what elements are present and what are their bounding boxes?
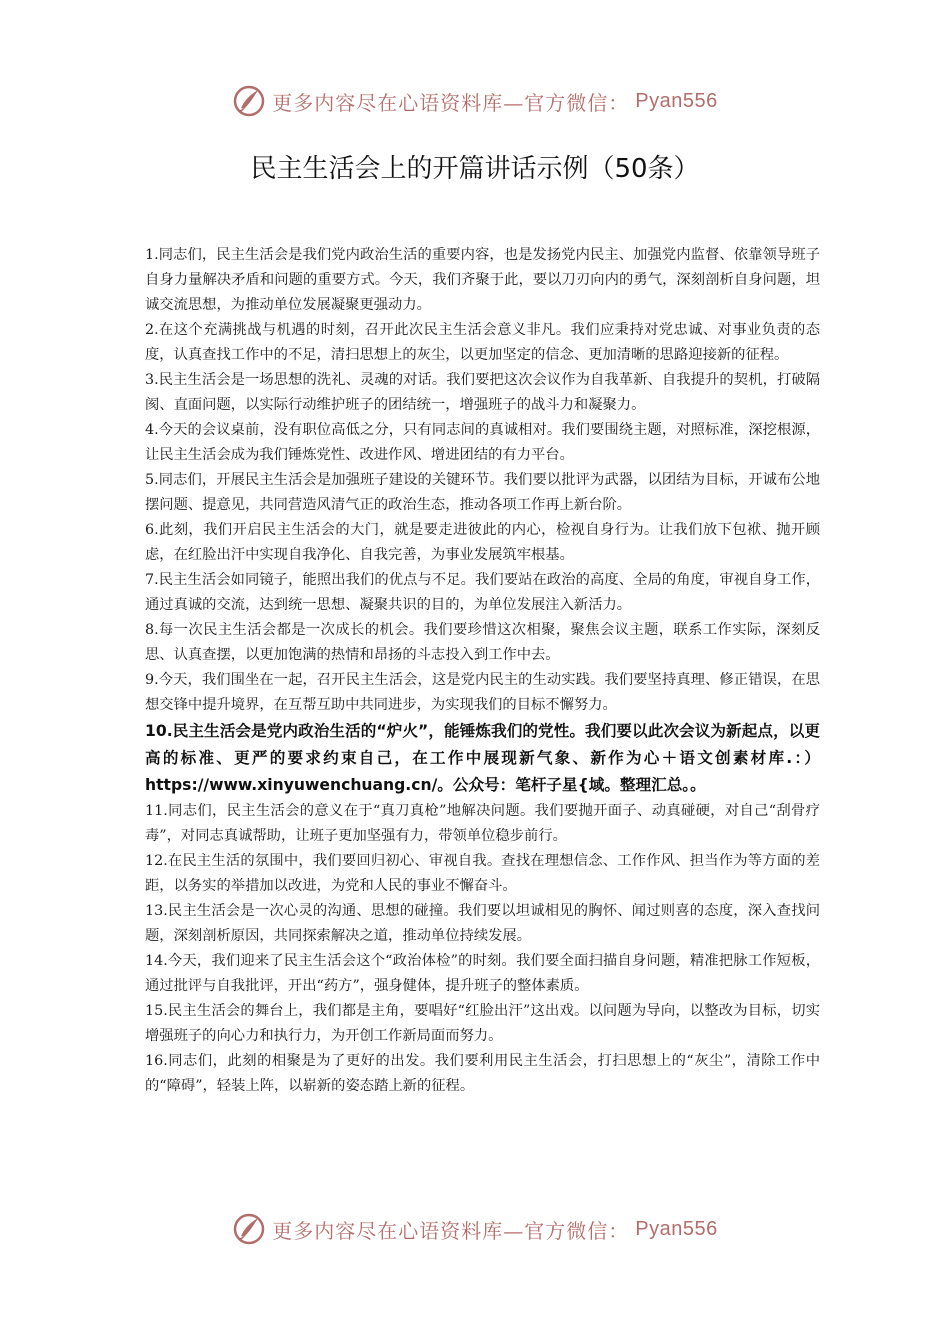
- paragraph-12: 12.在民主生活的氛围中，我们要回归初心、审视自我。查找在理想信念、工作作风、担当作为等方面的差距，以务实的举措加以改进，为党和人民的事业不懈奋斗。: [145, 853, 820, 894]
- paragraph-11: 11.同志们，民主生活会的意义在于“真刀真枪”地解决问题。我们要抛开面子、动真碰硬，对自己“刮骨疗毒”，对同志真诚帮助，让班子更加坚强有力，带领单位稳步前行。: [145, 803, 820, 844]
- footer-banner: [0, 1212, 950, 1252]
- paragraph-13: 13.民主生活会是一次心灵的沟通、思想的碰撞。我们要以坦诚相见的胸怀、闻过则喜的态度，深入查找问题，深刻剖析原因，共同探索解决之道，推动单位持续发展。: [145, 903, 820, 944]
- footer-banner-wechat-id: Pyan556: [635, 1217, 718, 1240]
- document-body: [145, 243, 820, 1099]
- banner-wechat-id: Pyan556: [635, 89, 718, 112]
- paragraph-5: 5.同志们，开展民主生活会是加强班子建设的关键环节。我们要以批评为武器，以团结为目标，开诚布公地摆问题、提意见，共同营造风清气正的政治生态，推动各项工作再上新台阶。: [145, 472, 820, 513]
- paragraph-16: 16.同志们，此刻的相聚是为了更好的出发。我们要利用民主生活会，打扫思想上的“灰尘”，清除工作中的“障碍”，轻装上阵，以崭新的姿态踏上新的征程。: [145, 1053, 820, 1094]
- banner-text: 更多内容尽在心语资料库—官方微信：: [272, 90, 630, 115]
- paragraph-6: 6.此刻，我们开启民主生活会的大门，就是要走进彼此的内心，检视自身行为。让我们放下包袱、抛开顾虑，在红脸出汗中实现自我净化、自我完善，为事业发展筑牢根基。: [145, 522, 820, 563]
- paragraph-2: 2.在这个充满挑战与机遇的时刻，召开此次民主生活会意义非凡。我们应秉持对党忠诚、对事业负责的态度，认真查找工作中的不足，清扫思想上的灰尘，以更加坚定的信念、更加清晰的思路迎接新的征程。: [145, 322, 820, 363]
- footer-banner-text: 更多内容尽在心语资料库—官方微信：: [272, 1218, 630, 1243]
- page-title: 民主生活会上的开篇讲话示例（50条）: [250, 154, 700, 184]
- paragraph-1: 1.同志们，民主生活会是我们党内政治生活的重要内容，也是发扬党内民主、加强党内监督、依靠领导班子自身力量解决矛盾和问题的重要方式。今天，我们齐聚于此，要以刀刃向内的勇气，深刻剖析自身问题，坦诚交流思想，为推动单位发展凝聚更强动力。: [145, 247, 820, 313]
- paragraph-8: 8.每一次民主生活会都是一次成长的机会。我们要珍惜这次相聚，聚焦会议主题，联系工作实际，深刻反思、认真查摆，以更加饱满的热情和昂扬的斗志投入到工作中去。: [145, 622, 820, 663]
- paragraph-3: 3.民主生活会是一场思想的洗礼、灵魂的对话。我们要把这次会议作为自我革新、自我提升的契机，打破隔阂、直面问题，以实际行动维护班子的团结统一，增强班子的战斗力和凝聚力。: [145, 372, 820, 413]
- paragraph-10: 10.民主生活会是党内政治生活的“炉火”，能锤炼我们的党性。我们要以此次会议为新起点，以更高的标准、更严的要求约束自己，在工作中展现新气象、新作为心＋语文创素材库.：）https://www.xinyuwenchuang.cn/。公众号：笔杆子星{域。整理汇总。。: [145, 722, 820, 794]
- paragraph-4: 4.今天的会议桌前，没有职位高低之分，只有同志间的真诚相对。我们要围绕主题，对照标准，深挖根源，让民主生活会成为我们锤炼党性、改进作风、增进团结的有力平台。: [145, 422, 820, 463]
- paragraph-15: 15.民主生活会的舞台上，我们都是主角，要唱好“红脸出汗”这出戏。以问题为导向，以整改为目标，切实增强班子的向心力和执行力，为开创工作新局面而努力。: [145, 1003, 820, 1044]
- paragraph-7: 7.民主生活会如同镜子，能照出我们的优点与不足。我们要站在政治的高度、全局的角度，审视自身工作，通过真诚的交流，达到统一思想、凝聚共识的目的，为单位发展注入新活力。: [145, 572, 820, 613]
- brush-logo-icon: [232, 84, 266, 118]
- brush-logo-icon: [232, 1212, 266, 1246]
- paragraph-9: 9.今天，我们围坐在一起，召开民主生活会，这是党内民主的生动实践。我们要坚持真理、修正错误，在思想交锋中提升境界，在互帮互助中共同进步，为实现我们的目标不懈努力。: [145, 672, 820, 713]
- header-banner: [0, 84, 950, 124]
- paragraph-14: 14.今天，我们迎来了民主生活会这个“政治体检”的时刻。我们要全面扫描自身问题，精准把脉工作短板，通过批评与自我批评，开出“药方”，强身健体，提升班子的整体素质。: [145, 953, 820, 994]
